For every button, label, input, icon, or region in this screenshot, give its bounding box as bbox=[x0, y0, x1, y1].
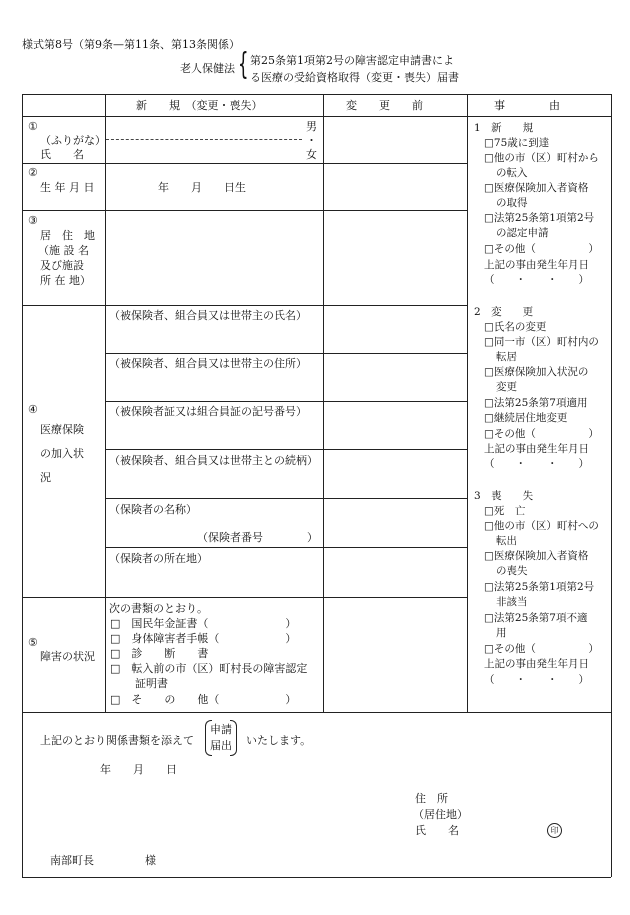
doc-disability-handbook: □ 身体障害者手帳（ ） bbox=[110, 632, 297, 645]
insured-address-label: （被保険者、組合員又は世帯主の住所） bbox=[109, 357, 307, 370]
row4b-bottom bbox=[105, 401, 467, 402]
row4-bottom bbox=[22, 597, 467, 598]
title-line-2: る医療の受給資格取得（変更・喪失）届書 bbox=[250, 71, 459, 84]
header-new: 新 規 （変更・喪失） bbox=[136, 99, 263, 112]
frame-left bbox=[22, 94, 23, 877]
reason-loss-3b: の喪失 bbox=[496, 565, 528, 577]
reason-loss-5b: 用 bbox=[496, 627, 507, 639]
insurer-name-label: （保険者の名称） bbox=[109, 503, 197, 516]
reason-new-date: （ ・ ・ ） bbox=[484, 274, 589, 286]
reason-change-3b: 変更 bbox=[496, 381, 517, 393]
option-notify: 届出 bbox=[210, 739, 232, 752]
birthdate-value: 年 月 日生 bbox=[158, 181, 246, 194]
insurer-number-label: （保険者番号 ） bbox=[197, 531, 318, 544]
reason-change-6: □その他（ ） bbox=[484, 428, 599, 440]
name-label: 氏 名 bbox=[40, 148, 84, 161]
disability-label: 障害の状況 bbox=[40, 650, 95, 663]
reason-loss-1: □死 亡 bbox=[484, 505, 526, 517]
header-before: 変 更 前 bbox=[346, 99, 423, 112]
reason-change-2: □同一市（区）町村内の bbox=[484, 336, 599, 348]
reason-loss-title: 3 喪 失 bbox=[474, 490, 534, 502]
frame-bottom bbox=[22, 877, 611, 878]
male-label: 男 bbox=[306, 120, 317, 133]
reason-change-3: □医療保険加入状況の bbox=[484, 366, 589, 378]
row2-number: ② bbox=[28, 166, 38, 179]
row4c-bottom bbox=[105, 449, 467, 450]
doc-transfer-certificate: □ 転入前の市（区）町村長の障害認定 bbox=[110, 662, 308, 675]
table-bottom bbox=[22, 712, 611, 713]
reason-loss-2: □他の市（区）町村への bbox=[484, 520, 599, 532]
row3-number: ③ bbox=[28, 214, 38, 227]
reason-loss-4: □法第25条第1項第2号 bbox=[484, 581, 595, 593]
residence-label-1: 居 住 地 bbox=[40, 229, 95, 242]
furigana-label: （ふりがな） bbox=[40, 134, 106, 147]
header-reason: 事 由 bbox=[494, 99, 560, 112]
reason-new-3b: の取得 bbox=[496, 197, 528, 209]
reason-new-title: 1 新 規 bbox=[474, 122, 534, 134]
law-name: 老人保健法 bbox=[180, 62, 235, 75]
title-line-1: 第25条第1項第2号の障害認定申請書によ bbox=[250, 54, 454, 67]
statement-prefix: 上記のとおり関係書類を添えて bbox=[40, 734, 194, 747]
female-label: 女 bbox=[306, 148, 317, 161]
reason-new-2b: の転入 bbox=[496, 167, 528, 179]
seal-mark: 印 bbox=[547, 823, 562, 838]
option-apply: 申請 bbox=[210, 723, 232, 736]
insured-name-label: （被保険者、組合員又は世帯主の氏名） bbox=[109, 309, 307, 322]
header-bottom-rule bbox=[22, 116, 611, 117]
row4a-bottom bbox=[105, 353, 467, 354]
insurance-label-2: の加入状 bbox=[40, 447, 84, 460]
reason-change-date: （ ・ ・ ） bbox=[484, 458, 589, 470]
insured-relationship-label: （被保険者、組合員又は世帯主との続柄） bbox=[109, 454, 318, 467]
col-divider-1 bbox=[105, 94, 106, 712]
reason-change-1: □氏名の変更 bbox=[484, 321, 547, 333]
statement-suffix: いたします。 bbox=[246, 734, 312, 747]
reason-loss-date-label: 上記の事由発生年月日 bbox=[484, 658, 589, 670]
applicant-name-label: 氏 名 bbox=[415, 824, 459, 837]
reason-new-5: □その他（ ） bbox=[484, 243, 599, 255]
doc-other: □ そ の 他（ ） bbox=[110, 693, 297, 706]
reason-new-2: □他の市（区）町村から bbox=[484, 152, 599, 164]
row3-bottom bbox=[22, 305, 467, 306]
doc-pension-certificate: □ 国民年金証書（ ） bbox=[110, 617, 297, 630]
reason-new-date-label: 上記の事由発生年月日 bbox=[484, 259, 589, 271]
frame-right bbox=[611, 94, 612, 877]
reason-new-1: □75歳に到達 bbox=[484, 137, 550, 149]
address-label: 住 所 bbox=[415, 792, 448, 805]
addressee-mayor: 南部町長 bbox=[50, 854, 94, 867]
reason-change-5: □継続居住地変更 bbox=[484, 412, 568, 424]
row1-bottom bbox=[22, 163, 467, 164]
col-divider-2 bbox=[323, 94, 324, 712]
residence-label-3: 及び施設 bbox=[40, 259, 84, 272]
row5-number: ⑤ bbox=[28, 636, 38, 649]
furigana-dashed-line bbox=[106, 139, 302, 140]
row2-bottom bbox=[22, 210, 467, 211]
reason-loss-6: □その他（ ） bbox=[484, 643, 599, 655]
sex-separator: ・ bbox=[306, 134, 317, 147]
reason-loss-4b: 非該当 bbox=[496, 596, 528, 608]
col-divider-3 bbox=[467, 94, 468, 712]
reason-change-title: 2 変 更 bbox=[474, 306, 534, 318]
row4-number: ④ bbox=[28, 403, 38, 416]
insurer-address-label: （保険者の所在地） bbox=[109, 552, 208, 565]
doc-medical-certificate: □ 診 断 書 bbox=[110, 647, 209, 660]
insured-card-number-label: （被保険者証又は組合員証の記号番号） bbox=[109, 405, 307, 418]
title-brace: { bbox=[238, 47, 249, 82]
residence-label-4: 所 在 地） bbox=[40, 274, 91, 287]
birthdate-label: 生 年 月 日 bbox=[40, 181, 95, 194]
reason-loss-3: □医療保険加入者資格 bbox=[484, 550, 589, 562]
reason-new-4b: の認定申請 bbox=[496, 227, 549, 239]
reason-loss-2b: 転出 bbox=[496, 535, 517, 547]
reason-change-date-label: 上記の事由発生年月日 bbox=[484, 443, 589, 455]
apply-notify-bracket bbox=[205, 720, 237, 756]
row4e-bottom bbox=[105, 547, 467, 548]
row4d-bottom bbox=[105, 498, 467, 499]
insurance-label-3: 況 bbox=[40, 471, 51, 484]
residence-paren-label: （居住地） bbox=[413, 808, 468, 821]
row1-number: ① bbox=[28, 120, 38, 133]
reason-loss-5: □法第25条第7項不適 bbox=[484, 612, 588, 624]
submission-date: 年 月 日 bbox=[100, 763, 177, 776]
reason-loss-date: （ ・ ・ ） bbox=[484, 674, 589, 686]
doc-transfer-certificate-cont: 証明書 bbox=[135, 677, 168, 690]
form-number: 様式第8号（第9条—第11条、第13条関係） bbox=[22, 38, 240, 51]
insurance-label-1: 医療保険 bbox=[40, 423, 84, 436]
addressee-honorific: 様 bbox=[145, 854, 156, 867]
frame-top bbox=[22, 94, 611, 95]
reason-new-4: □法第25条第1項第2号 bbox=[484, 212, 595, 224]
residence-label-2: （施 設 名 bbox=[38, 244, 89, 257]
reason-new-3: □医療保険加入者資格 bbox=[484, 182, 589, 194]
reason-change-2b: 転居 bbox=[496, 351, 517, 363]
reason-change-4: □法第25条第7項適用 bbox=[484, 397, 588, 409]
documents-intro: 次の書類のとおり。 bbox=[109, 602, 208, 615]
